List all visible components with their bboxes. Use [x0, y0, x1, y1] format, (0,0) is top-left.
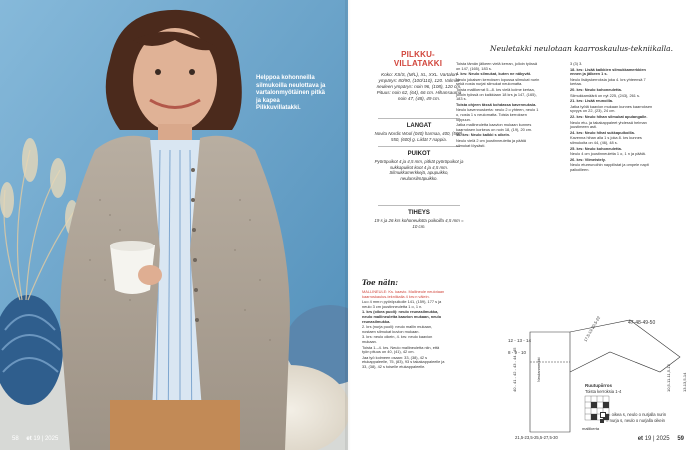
- page-number: 59: [677, 436, 684, 442]
- sleeve-outline: [570, 320, 680, 372]
- instruction-paragraph: Kavenna hihan alla 1 s joka 8. krs kunnes silmukoita on 44, (46), 48 s.: [570, 135, 642, 145]
- chart-legend: [600, 412, 666, 423]
- headline: Neuletakki neulotaan kaarroskaulus-tekniikalla.: [490, 44, 673, 53]
- page-number: 58: [12, 436, 19, 442]
- instruction-paragraph: Neulo etureunoihin nappilistat ja ompele napit paikoilleen.: [570, 162, 649, 172]
- instruction-paragraph: Neulo etu- ja takakappaleet yhdessä helman joustimeen asti.: [570, 119, 647, 130]
- instruction-paragraph: 18. krs: Lisää kaikkien silmukkamerkkien ennen ja jälkeen 1 s.: [570, 66, 646, 77]
- chart-title: Ruutupiirros: [585, 383, 612, 388]
- instruction-paragraph: Jatka työtä kaavion mukaan kunnes kaarroksen syvyys on 22, (23), 24 cm.: [570, 103, 653, 114]
- instruction-paragraph: 21. krs: Lisää reunoilla.: [570, 98, 614, 104]
- instruction-paragraph: 25. krs: Neulo kohoneuletta.: [570, 145, 622, 151]
- title-line-1: PILKKU-: [401, 50, 435, 59]
- instruction-paragraph: 26. krs: Viimeistely.: [570, 156, 606, 162]
- size-info: Koko: XS/S, (M/L), XL, XXL. Vartalon ympärys: 80/90, (100/110), 120. Valmiin neuleen ympärys: noin 96, (108), 120 cm. Pituus: noin 62, (64), 66 cm. Hihansauma noin 47, (48), 49 cm.: [376, 72, 462, 101]
- instructions-heading: Toe näin:: [362, 278, 398, 287]
- instruction-paragraph: Neulo lisäyskerroksia joka 4. krs yhteensä 7 kertaa.: [570, 76, 646, 87]
- photo-caption: Helppoa kohonneilla silmukoilla neulottava ja vartalonmyötäinen pitkä ja kapea Pilkkuvillatakki.: [256, 75, 326, 111]
- instruction-paragraph: Silmukkamäärä on nyt 225, (243), 261 s.: [570, 92, 641, 98]
- issue-label: 19 | 2025: [33, 436, 59, 442]
- instruction-paragraph: 2. krs (nurja puoli): neulo mallin mukaan, nostaen silmukat kuvion mukaan.: [362, 324, 433, 334]
- gauge-text: 19 s ja 26 krs kohoneulotta puikoilla 4,5 mm = 10 cm.: [374, 218, 464, 229]
- label-left: 12 - 13 - 14: [508, 338, 532, 343]
- label-side: 8 - 9 - 10: [508, 350, 527, 355]
- instruction-paragraph: Neulo vielä 2 cm joustinneuletta ja päätä silmukat löysästi.: [456, 137, 526, 148]
- left-page-footer: [12, 436, 58, 442]
- magazine-logo: et: [26, 436, 32, 442]
- right-page-footer: [632, 436, 684, 442]
- page-gutter-shadow: [345, 0, 351, 450]
- pattern-title: [376, 50, 460, 68]
- instruction-paragraph: Neulo jokaisen kerroksen lopussa silmukat nurin sekä nosta nurjat silmukat neulomatta.: [456, 76, 540, 87]
- instruction-paragraph: Neulo 4 cm joustinneuletta 1 o, 1 n ja päätä.: [570, 151, 646, 157]
- label-right: 13-13,5-14: [682, 372, 687, 392]
- legend-knit: = oikea s, neulo o nurjalla nurin: [608, 412, 667, 418]
- divider: [378, 205, 460, 206]
- instruction-paragraph: 22. krs: Neulo hihan silmukat apulangalle.: [570, 113, 648, 119]
- instruction-paragraph: 3. krs: neulo oikein, 4. krs: neulo kaavion mukaan.: [362, 334, 433, 344]
- gauge-title: TIHEYS: [408, 210, 430, 216]
- instructions-column-2: [456, 62, 540, 149]
- instruction-paragraph: Neulo kavennuskerta: neulo 2 o yhteen, neulo 1 o, nosta 1 s neulomatta. Toista kerroksen loppuun.: [456, 107, 539, 122]
- title-line-2: VILLATAKKI: [393, 59, 443, 68]
- instruction-paragraph: Toista mallikerrat 5.–8. krs vielä kolme kertaa, jolloin työssä on kaikkiaan 18 krs ja 147, (165), 183 s.: [456, 86, 537, 102]
- label-slope: 17,5-19-20,5-22: [582, 315, 602, 343]
- label-hem: 21,5-23,5-25,5-27,5-30: [515, 435, 558, 440]
- instruction-paragraph: 3 (3) 3.: [570, 61, 583, 66]
- label-top: 47-48-49-50: [628, 320, 656, 326]
- legend-swatch-dark: [600, 419, 604, 423]
- instructions-column-1: [362, 290, 446, 371]
- instruction-paragraph: Toista 1.–4. krs. Neulo mallineuletta niin, että työn pituus on 40, (41), 42 cm.: [362, 344, 440, 355]
- instruction-paragraph: 4. krs: Neulo silmukat, kuten ne näkyvät.: [456, 71, 532, 77]
- instructions-column-3: [570, 62, 654, 173]
- instruction-paragraph: Toista ohjeen tässä kohdassa kavennuksia.: [456, 101, 537, 107]
- needles-title: PUIKOT: [407, 151, 431, 157]
- instruction-paragraph: 1. krs (oikea puoli): neulo reunasilmukka, neulo mallineuletta kaavion mukaan, neulo reunasilmukka.: [362, 309, 442, 324]
- instruction-paragraph: 16. krs: Neulo kaikki s oikein.: [456, 132, 511, 138]
- instruction-paragraph: Jatka mallineuletta kaavion mukaan kunnes kaarroksen korkeus on noin 18, (19), 20 cm.: [456, 122, 533, 132]
- label-sleeve: 10,5-11-11,5-12: [666, 364, 671, 392]
- legend-purl: = nurja s, neulo o nurjalla oikein: [606, 418, 666, 423]
- label-length: 40 - 41 - 42 - 43 - 44 - 45: [512, 347, 517, 392]
- instruction-paragraph: Jaa työ kolmeen osaan: 33, (38), 42 s etukappaleelle, 75, (83), 93 s takakappaleelle ja 33, (38), 42 s toiselle etukappaleelle.: [362, 354, 445, 369]
- chart-subtitle: Toista kerroksia 1-4: [585, 389, 622, 394]
- issue-label: 19 | 2025: [644, 436, 670, 442]
- instruction-paragraph: Toista tämän jälkeen vielä kerran, jolloin työssä on 147, (165), 183 s.: [456, 61, 538, 71]
- chart-repeat-label: mallikerta: [582, 426, 600, 431]
- instruction-paragraph: 20. krs: Neulo kohoneuletta.: [570, 86, 622, 92]
- yarn-title: LANGAT: [406, 123, 432, 129]
- instruction-paragraph: 24. krs: Neulo hihat sukkapuikoilla.: [570, 129, 635, 135]
- yarn-text: Novita Nordic Wool (040) harmaa, 400, (500), 550, (600) g. Liidät 7 nappia.: [374, 131, 464, 142]
- instruction-paragraph: Luo 4 mm:n pyöröpuikolle 141, (159), 177 s ja neulo 3 cm joustinneuletta 1 o, 1 n.: [362, 299, 442, 309]
- instruction-paragraph: MALLINEULE: Ks. kaavio. Mallineule neulotaan kaarroskaulus-tekniikalla 4 krs:n välein.: [362, 289, 445, 299]
- needles-text: Pyöröpuikot 4 ja 4,5 mm, pitkät pyöröpuikot ja sukkapuikot koot 4 ja 4,5 mm. Silmukkamerkkejä, apupuikko, neulansilmäpuikko.: [374, 159, 464, 182]
- magazine-logo: et: [637, 436, 644, 442]
- divider: [378, 118, 460, 119]
- label-neck: Neulanmerkki: [536, 357, 541, 382]
- divider: [378, 146, 460, 147]
